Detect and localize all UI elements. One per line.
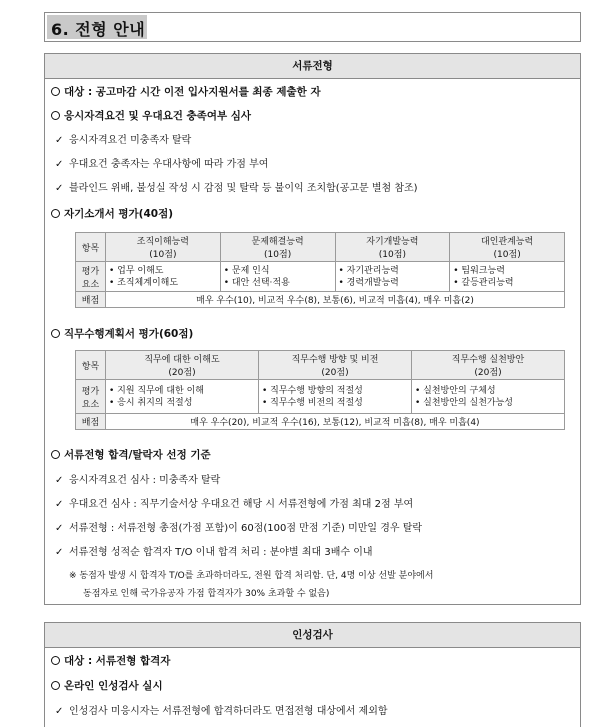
table-cell: • 업무 이해도 • 조직체계이해도 — [106, 262, 221, 292]
score-text: 매우 우수(10), 비교적 우수(8), 보통(6), 비교적 미흡(4), 매우 미흡(2) — [106, 292, 565, 308]
circle-bullet-icon — [51, 450, 60, 459]
score-label: 배점 — [76, 414, 106, 430]
table-cell: • 실천방안의 구체성 • 실천방안의 실천가능성 — [412, 380, 565, 414]
score-label: 배점 — [76, 292, 106, 308]
table-header: 직무에 대한 이해도 (20점) — [106, 351, 259, 380]
personality-test-section — [44, 622, 581, 727]
table-cell: • 직무수행 방향의 적절성 • 직무수행 비전의 적절성 — [259, 380, 412, 414]
table-header: 직무수행 방향 및 비전 (20점) — [259, 351, 412, 380]
cover-heading: 자기소개서 평가(40점) — [51, 206, 173, 221]
list-item: ✓ 인성검사 미응시자는 서류전형에 합격하더라도 면접전형 대상에서 제외함 — [55, 706, 388, 717]
circle-bullet-icon — [51, 209, 60, 218]
table-cell: • 지원 직무에 대한 이해 • 응시 취지의 적절성 — [106, 380, 259, 414]
check-icon: ✓ — [55, 706, 64, 717]
pass-heading: 서류전형 합격/탈락자 선정 기준 — [51, 447, 211, 462]
note-line: ※ 동점자 발생 시 합격자 T/O를 초과하더라도, 전원 합격 처리함. 단, 4명 이상 선발 분야에서 — [69, 571, 434, 581]
check-icon: ✓ — [55, 183, 64, 194]
list-item: ✓ 블라인드 위배, 불성실 작성 시 감점 및 탈락 등 불이익 조치함(공고문 별첨 참조) — [55, 183, 418, 194]
table-cell: • 자기관리능력 • 경력개발능력 — [335, 262, 450, 292]
section-title-bar — [44, 12, 581, 42]
doc-target: 대상 : 공고마감 시간 이전 입사지원서를 최종 제출한 자 — [51, 84, 321, 99]
score-text: 매우 우수(20), 비교적 우수(16), 보통(12), 비교적 미흡(8), 매우 미흡(4) — [106, 414, 565, 430]
personality-target: 대상 : 서류전형 합격자 — [51, 653, 170, 668]
check-icon: ✓ — [55, 135, 64, 146]
table-row-label: 평가 요소 — [76, 380, 106, 414]
table-header: 조직이해능력 (10점) — [106, 233, 221, 262]
list-item: ✓ 우대요건 심사 : 직무기술서상 우대요건 해당 시 서류전형에 가점 최대 2점 부여 — [55, 499, 414, 510]
circle-bullet-icon — [51, 87, 60, 96]
table-cell: • 문제 인식 • 대안 선택·적용 — [220, 262, 335, 292]
check-icon: ✓ — [55, 159, 64, 170]
check-icon: ✓ — [55, 475, 64, 486]
circle-bullet-icon — [51, 681, 60, 690]
document-screening-title: 서류전형 — [45, 54, 580, 79]
personality-test-title: 인성검사 — [45, 623, 580, 648]
list-item: ✓ 서류전형 성적순 합격자 T/O 이내 합격 처리 : 분야별 최대 3배수 이내 — [55, 547, 373, 558]
personality-online: 온라인 인성검사 실시 — [51, 678, 163, 693]
document-screening-section — [44, 53, 581, 605]
check-icon: ✓ — [55, 547, 64, 558]
job-plan-table — [75, 350, 565, 430]
list-item: ✓ 우대요건 충족자는 우대사항에 따라 가점 부여 — [55, 159, 269, 170]
list-item: ✓ 응시자격요건 미충족자 탈락 — [55, 135, 192, 146]
table-header: 문제해결능력 (10점) — [220, 233, 335, 262]
table-col-label: 항목 — [76, 233, 106, 262]
table-col-label: 항목 — [76, 351, 106, 380]
table-row-label: 평가 요소 — [76, 262, 106, 292]
note-line: 동점자로 인해 국가유공자 가점 합격자가 30% 초과할 수 없음) — [83, 589, 330, 599]
circle-bullet-icon — [51, 111, 60, 120]
check-icon: ✓ — [55, 523, 64, 534]
page-title: 6. 전형 안내 — [51, 20, 146, 39]
plan-heading: 직무수행계획서 평가(60점) — [51, 326, 193, 341]
check-icon: ✓ — [55, 499, 64, 510]
circle-bullet-icon — [51, 329, 60, 338]
table-header: 자기개발능력 (10점) — [335, 233, 450, 262]
list-item: ✓ 서류전형 : 서류전형 총점(가점 포함)이 60점(100점 만점 기준) 미만일 경우 탈락 — [55, 523, 423, 534]
table-header: 직무수행 실천방안 (20점) — [412, 351, 565, 380]
table-header: 대인관계능력 (10점) — [450, 233, 565, 262]
list-item: ✓ 응시자격요건 심사 : 미충족자 탈락 — [55, 475, 221, 486]
qual-heading: 응시자격요건 및 우대요건 충족여부 심사 — [51, 108, 251, 123]
cover-letter-table — [75, 232, 565, 308]
table-cell: • 팀워크능력 • 갈등관리능력 — [450, 262, 565, 292]
circle-bullet-icon — [51, 656, 60, 665]
